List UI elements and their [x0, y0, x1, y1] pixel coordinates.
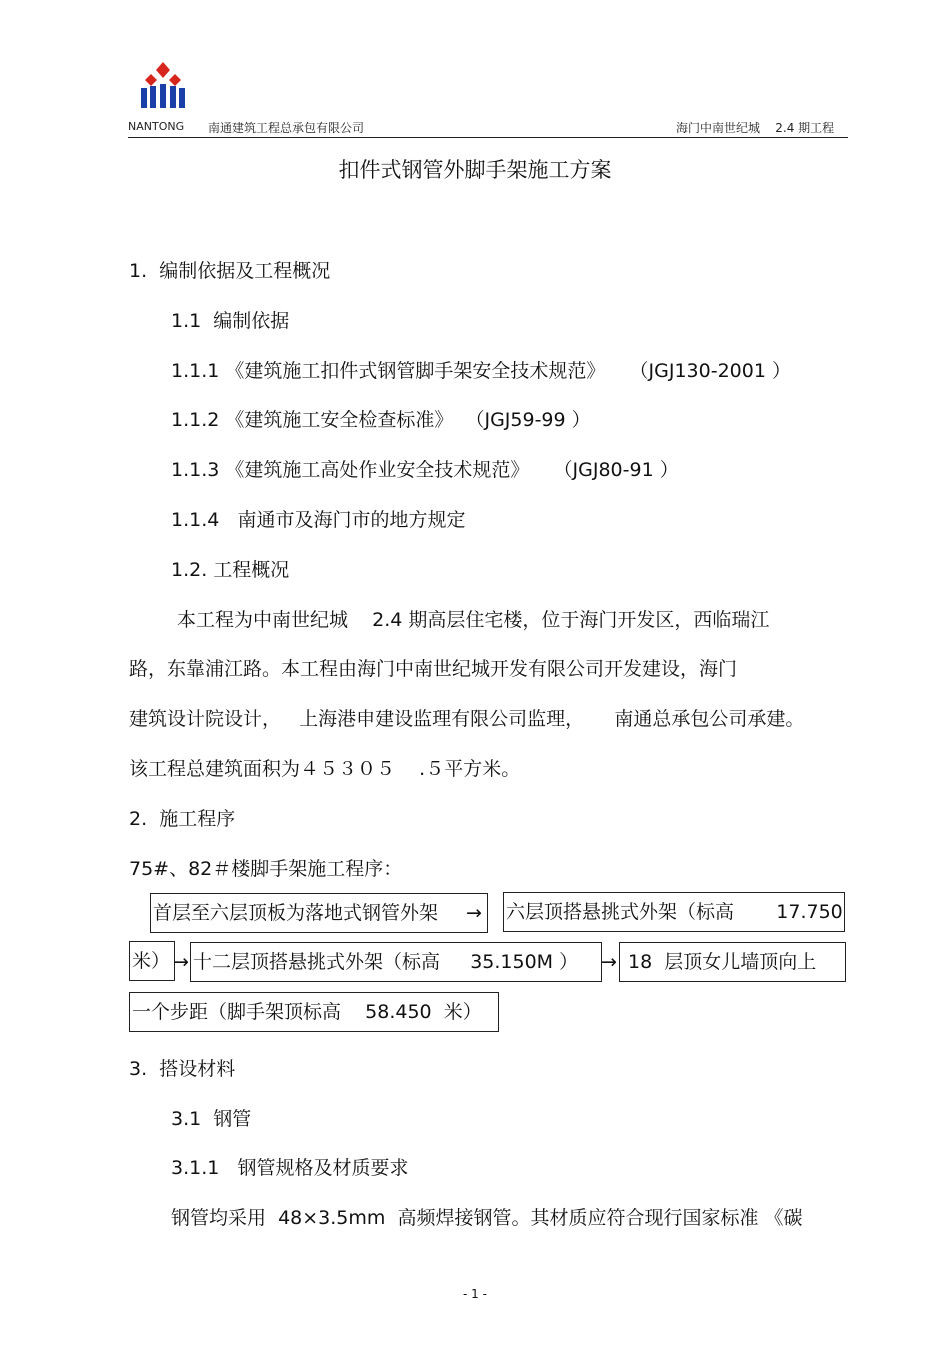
logo-text: NANTONG — [128, 120, 185, 133]
procedure-intro: 75#、82＃楼脚手架施工程序： — [129, 858, 403, 880]
flow-step-4-cont: 一个步距（脚手架顶标高 58.450 米） — [129, 992, 499, 1032]
section-1-2-heading: 1.2. 工程概况 — [171, 559, 290, 581]
flow-arrow-3: → — [601, 951, 617, 973]
flow-arrow-1: → — [466, 902, 482, 924]
pipe-spec-text: 钢管均采用 48×3.5mm 高频焊接钢管。其材质应符合现行国家标准 《碳 — [171, 1207, 803, 1229]
section-3-1-1-heading: 3.1.1 钢管规格及材质要求 — [171, 1157, 409, 1179]
reference-1-1-4: 1.1.4 南通市及海门市的地方规定 — [171, 509, 466, 531]
overview-line-3: 建筑设计院设计， 上海港申建设监理有限公司监理， 南通总承包公司承建。 — [129, 708, 805, 730]
flow-step-2: 六层顶搭悬挑式外架（标高 17.750 — [503, 892, 845, 932]
section-3-heading: 3. 搭设材料 — [129, 1058, 236, 1080]
flow-step-4: 18 层顶女儿墙顶向上 — [619, 942, 846, 982]
logo-graphic — [128, 56, 198, 120]
flow-step-2-cont: 米） — [129, 941, 175, 981]
company-logo — [128, 56, 198, 120]
section-3-1-heading: 3.1 钢管 — [171, 1108, 252, 1130]
section-1-heading: 1. 编制依据及工程概况 — [129, 260, 331, 282]
reference-1-1-2: 1.1.2 《建筑施工安全检查标准》 （JGJ59-99 ） — [171, 409, 591, 431]
page-title: 扣件式钢管外脚手架施工方案 — [338, 158, 612, 182]
section-1-1-heading: 1.1 编制依据 — [171, 310, 290, 332]
flow-arrow-2: → — [173, 951, 189, 973]
flow-step-1: 首层至六层顶板为落地式钢管外架 — [150, 893, 488, 933]
header-company: 南通建筑工程总承包有限公司 — [208, 121, 365, 135]
header-project: 海门中南世纪城 2.4 期工程 — [676, 121, 835, 135]
section-2-heading: 2. 施工程序 — [129, 808, 236, 830]
flow-step-3: 十二层顶搭悬挑式外架（标高 35.150M ） — [190, 942, 602, 982]
header-rule — [128, 137, 848, 138]
page-number: - 1 - — [463, 1287, 487, 1301]
overview-line-1: 本工程为中南世纪城 2.4 期高层住宅楼，位于海门开发区，西临瑞江 — [177, 609, 770, 631]
overview-line-4: 该工程总建筑面积为４５３０５ .５平方米。 — [129, 758, 521, 780]
reference-1-1-3: 1.1.3 《建筑施工高处作业安全技术规范》 （JGJ80-91 ） — [171, 459, 679, 481]
overview-line-2: 路，东靠浦江路。本工程由海门中南世纪城开发有限公司开发建设，海门 — [129, 658, 738, 680]
reference-1-1-1: 1.1.1 《建筑施工扣件式钢管脚手架安全技术规范》 （JGJ130-2001 ） — [171, 360, 791, 382]
